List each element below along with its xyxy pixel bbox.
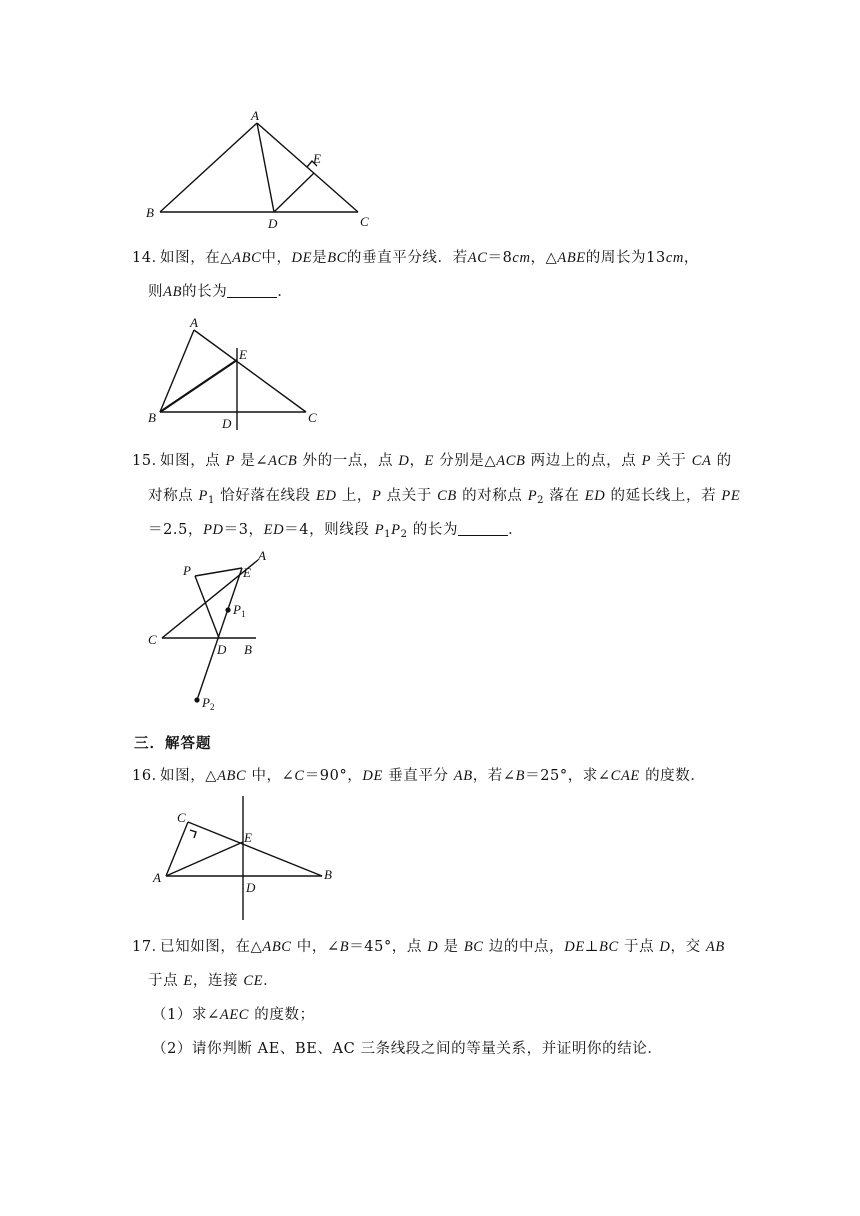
label-d: D [246,880,256,895]
section-title: 三．解答题 [134,735,212,752]
label-b: B [244,642,252,657]
question-14-text-line2: 则AB的长为 ． [148,284,293,300]
label-p: P [183,563,191,578]
question-17-text-line2: 于点 E，连接 CE． [148,973,279,989]
question-17-sub2: （2）请你判断 AE、BE、AC 三条线段之间的等量关系，并证明你的结论． [152,1041,663,1057]
label-e: E [243,565,251,580]
question-17-number: 17． [132,939,167,955]
label-e: E [244,830,252,845]
label-b: B [324,867,332,882]
label-d: D [268,216,278,231]
label-c: C [360,214,369,229]
figure-q16 [140,790,350,926]
question-16-number: 16． [132,768,167,784]
label-d: D [222,416,232,431]
question-15-text-line2: 对称点 $P_1$ 恰好落在线段 ED 上，P 点关于 CB 的对称点 $P_2$ 落在 ED 的延长线上，若 PE [148,488,741,506]
label-d: D [217,642,227,657]
label-p1: $P_1$ [233,602,246,619]
label-e: E [239,347,247,362]
question-15-number: 15． [132,453,167,469]
label-c: C [308,410,317,425]
label-c: C [148,632,157,647]
answer-blank[interactable] [458,521,508,536]
figure-q14 [140,312,340,434]
question-16-text: 如图，△ABC 中，∠C＝90°，DE 垂直平分 AB，若∠B＝25°，求∠CAE 的度数． [160,768,706,784]
label-e: E [313,151,321,166]
question-15-text-line3: ＝2.5，PD＝3，ED＝4，则线段 $P_1P_2$ 的长为 ． [148,522,524,540]
question-17-text-line1: 已知如图，在△ABC 中，∠B＝45°，点 D 是 BC 边的中点，DE⊥BC 于点 D，交 AB [160,939,725,955]
figure-q13 [140,105,380,235]
question-17-sub1: （1）求∠AEC 的度数； [152,1007,315,1023]
label-p2: $P_2$ [202,695,215,712]
answer-blank[interactable] [227,283,277,298]
label-a: A [153,870,161,885]
label-a: A [251,108,259,123]
label-b: B [146,205,154,220]
question-14-number: 14． [132,250,167,266]
label-a: A [258,548,266,563]
question-14-text-line1: 如图，在△ABC中，DE是BC的垂直平分线．若AC＝8cm，△ABE的周长为13cm， [160,250,700,266]
label-c: C [177,810,186,825]
label-b: B [148,410,156,425]
figure-q15 [140,548,280,718]
label-a: A [190,315,198,330]
question-15-text-line1: 如图，点 P 是∠ACB 外的一点，点 D，E 分别是△ACB 两边上的点，点 P 关于 CA 的 [160,453,732,469]
